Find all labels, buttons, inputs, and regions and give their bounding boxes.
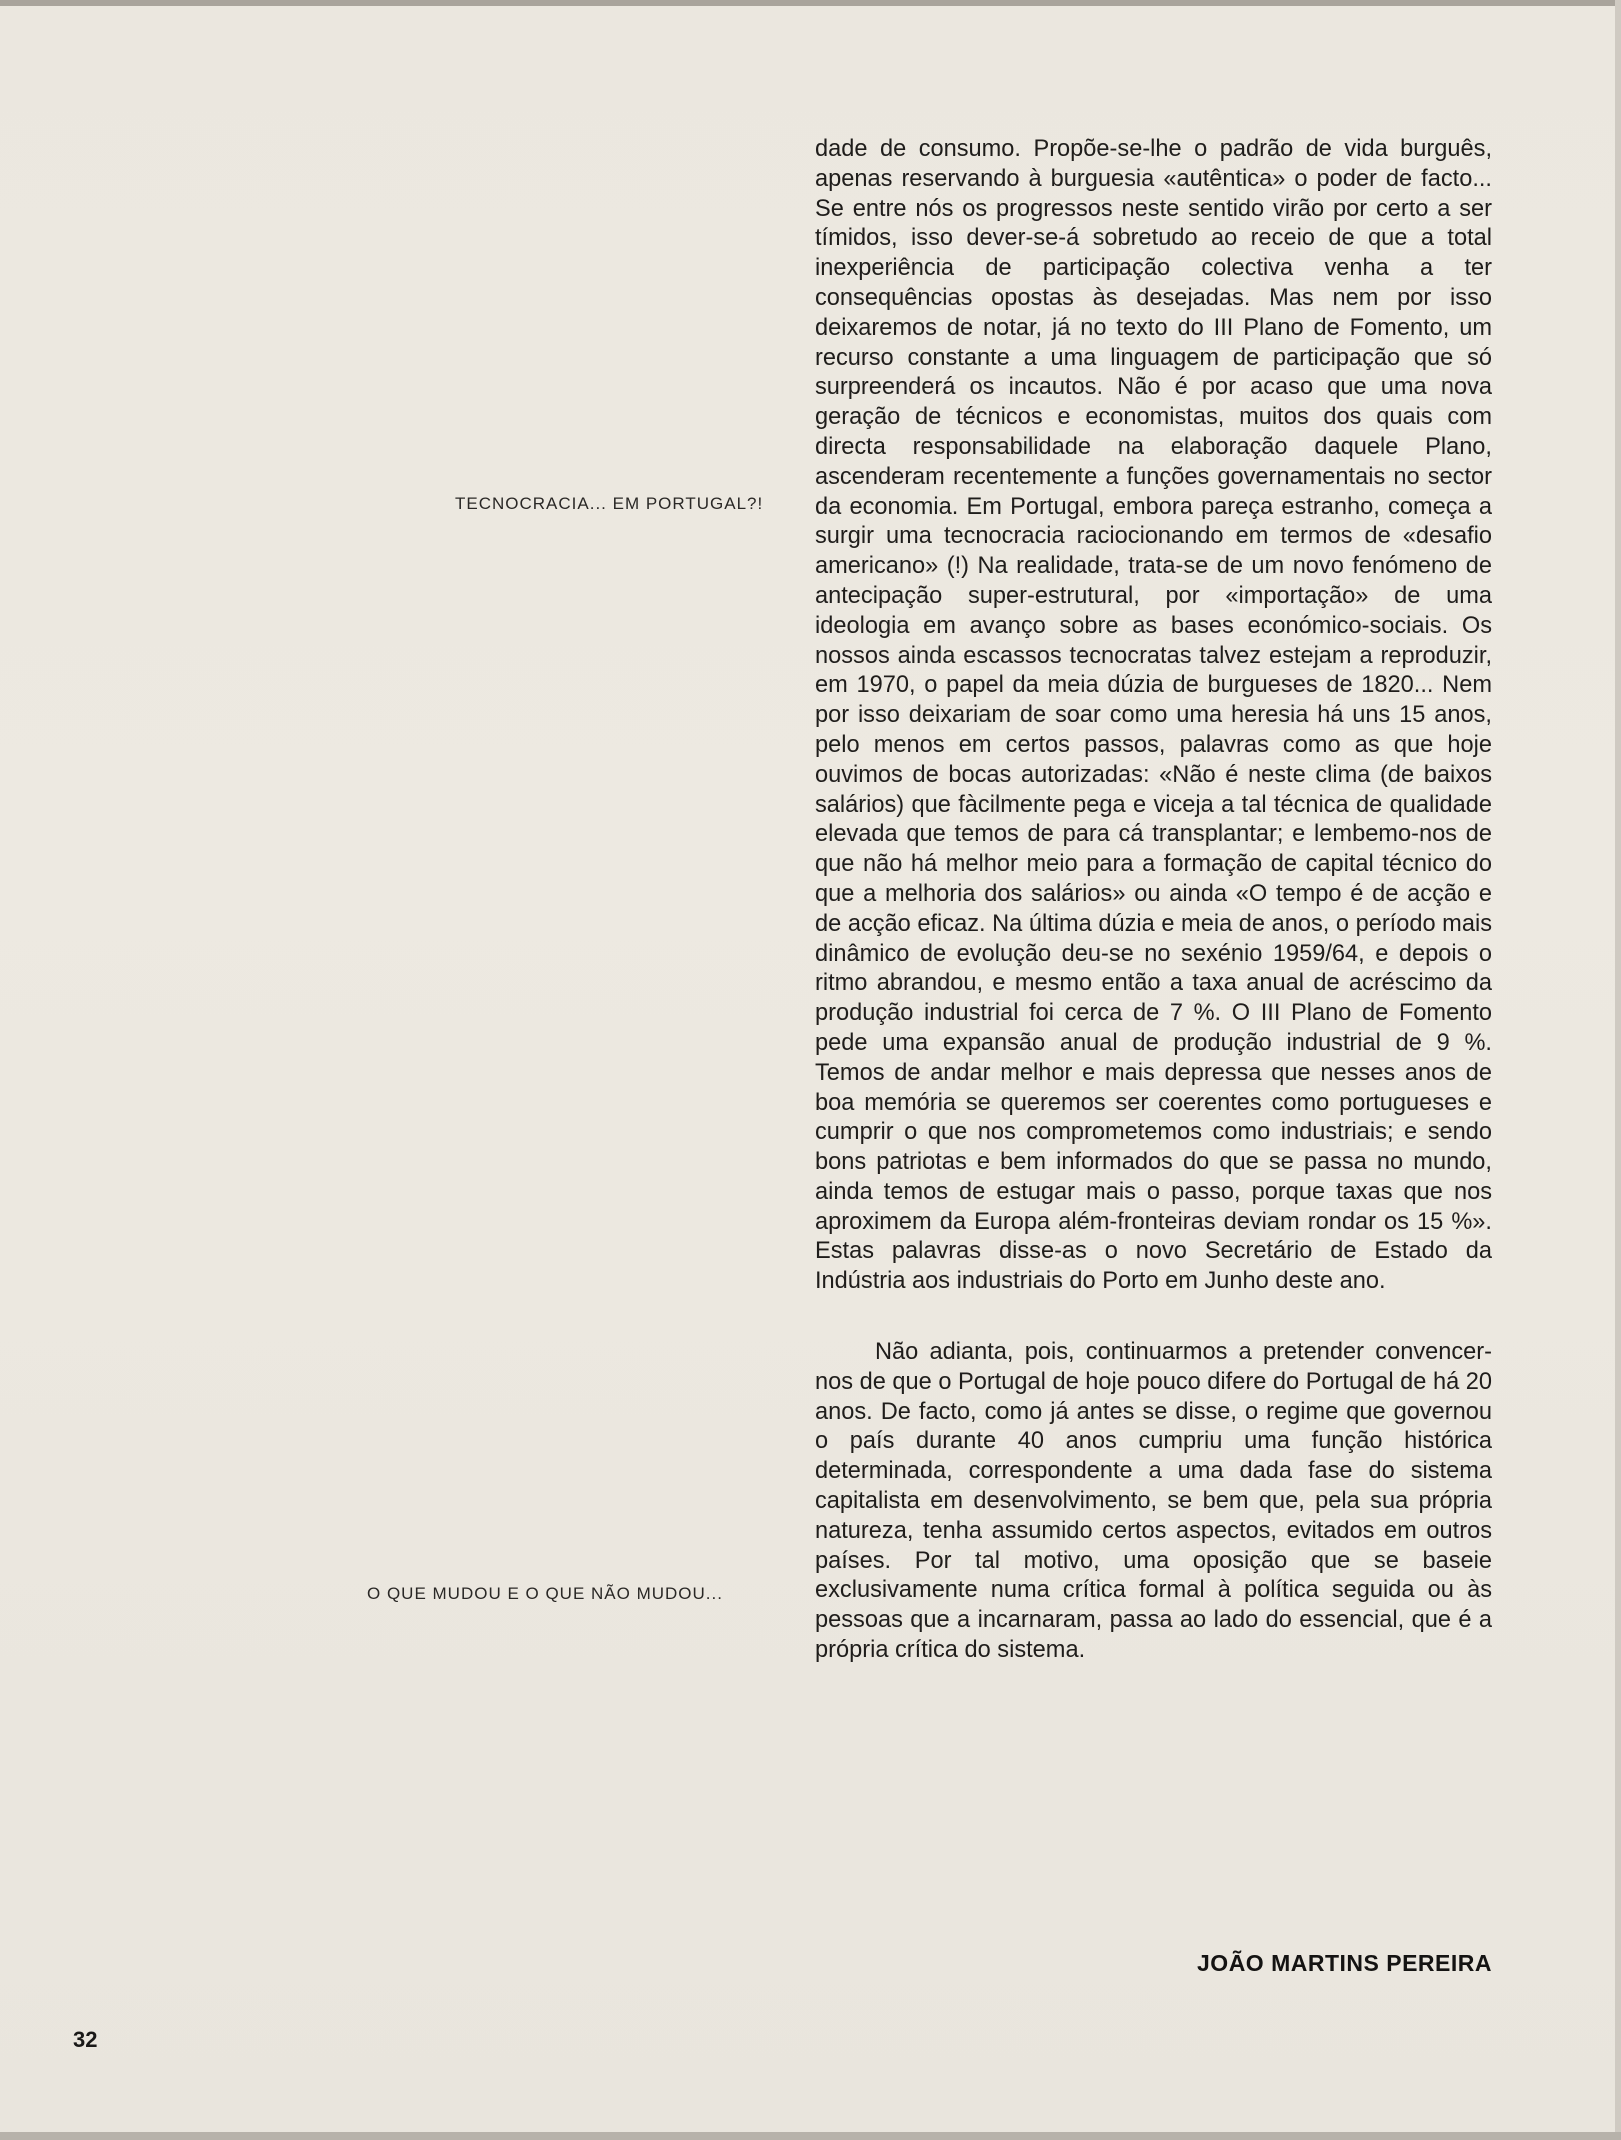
article-body	[815, 135, 1492, 1666]
page-right-edge	[1615, 0, 1621, 2140]
author-signature: JOÃO MARTINS PEREIRA	[1197, 1950, 1492, 1976]
page-number: 32	[73, 2027, 98, 2052]
page-bottom-edge	[0, 2132, 1621, 2140]
side-heading-o-que-mudou: O QUE MUDOU E O QUE NÃO MUDOU...	[367, 1584, 723, 1603]
page-top-edge	[0, 0, 1621, 6]
side-heading-tecnocracia: TECNOCRACIA... EM PORTUGAL?!	[455, 494, 764, 513]
article-paragraph-1: dade de consumo. Propõe-se-lhe o padrão de vida burguês, apenas reservando à burguesia «autêntica» o poder de facto... Se entre nós os progressos neste sentido virão por certo a ser tímidos, isso dever-se-á sobretudo ao receio de que a total inexperiência de participação colectiva venha a ter consequências opostas às desejadas. Mas nem por isso deixaremos de notar, já no texto do III Plano de Fomento, um recurso constante a uma linguagem de participação que só surpreenderá os incautos. Não é por acaso que uma nova geração de técnicos e economistas, muitos dos quais com directa responsabilidade na elaboração daquele Plano, ascenderam recentemente a funções governamentais no sector da economia. Em Portugal, embora pareça estranho, começa a surgir uma tecnocracia raciocionando em termos de «desafio americano» (!) Na realidade, trata-se de um novo fenómeno de antecipação super-estrutural, por «importação» de uma ideologia em avanço sobre as bases económico-sociais. Os nossos ainda escassos tecnocratas talvez estejam a reproduzir, em 1970, o papel da meia dúzia de burgueses de 1820... Nem por isso deixariam de soar como uma heresia há uns 15 anos, pelo menos em certos passos, palavras como as que hoje ouvimos de bocas autorizadas: «Não é neste clima (de baixos salários) que fàcilmente pega e viceja a tal técnica de qualidade elevada que temos de para cá transplantar; e lembemo-nos de que não há melhor meio para a formação de capital técnico do que a melhoria dos salários» ou ainda «O tempo é de acção e de acção eficaz. Na última dúzia e meia de anos, o período mais dinâmico de evolução deu-se no sexénio 1959/64, e depois o ritmo abrandou, e mesmo então a taxa anual de acréscimo da produção industrial foi cerca de 7 %. O III Plano de Fomento pede uma expansão anual de produção industrial de 9 %. Temos de andar melhor e mais depressa que nesses anos de boa memória se queremos ser coerentes como portugueses e cumprir o que nos comprometemos como industriais; e sendo bons patriotas e bem informados do que se passa no mundo, ainda temos de estugar mais o passo, porque taxas que nos aproximem da Europa além-fronteiras deviam rondar os 15 %». Estas palavras disse-as o novo Secretário de Estado da Indústria aos industriais do Porto em Junho deste ano.	[815, 136, 1492, 1295]
article-paragraph-2: Não adianta, pois, continuarmos a pretender convencer-nos de que o Portugal de hoje pouco difere do Portugal de há 20 anos. De facto, como já antes se disse, o regime que governou o país durante 40 anos cumpriu uma função histórica determinada, correspondente a uma dada fase do sistema capitalista em desenvolvimento, se bem que, pela sua própria natureza, tenha assumido certos aspectos, evitados em outros países. Por tal motivo, uma oposição que se baseie exclusivamente numa crítica formal à política seguida ou às pessoas que a incarnaram, passa ao lado do essencial, que é a própria crítica do sistema.	[815, 1339, 1492, 1664]
